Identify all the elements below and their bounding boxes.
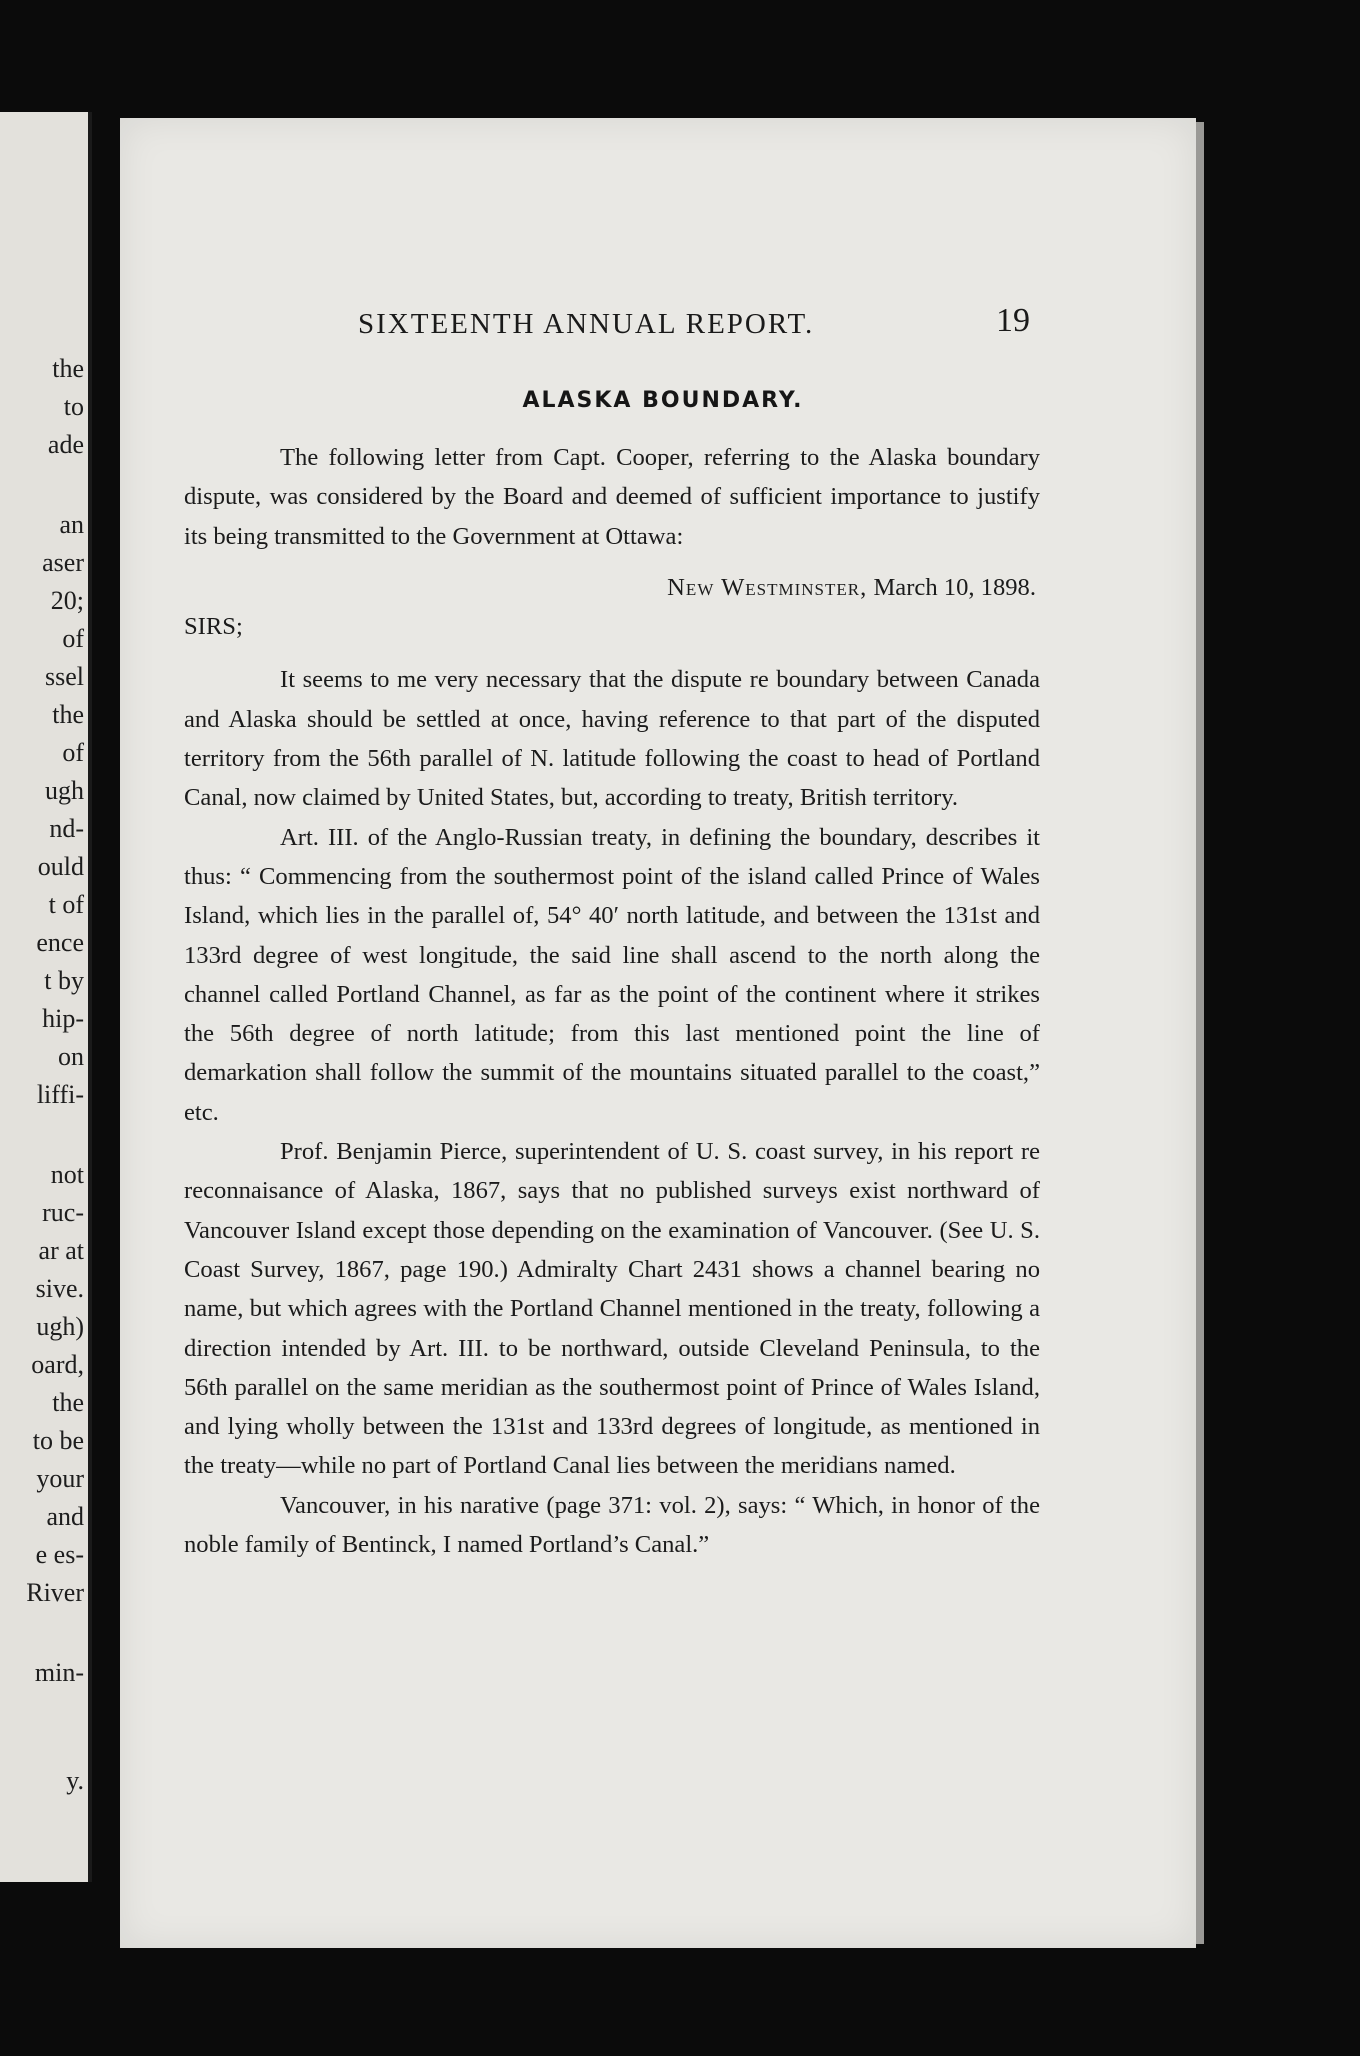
left-page-fragment: hip- (42, 1004, 84, 1033)
left-page-fragment: the (52, 700, 84, 729)
dateline (184, 568, 1040, 607)
left-page-fragment: of (62, 738, 84, 767)
page (120, 118, 1196, 1948)
left-page-fragment: t by (44, 966, 84, 995)
dateline-date: March 10, 1898. (873, 573, 1036, 601)
body-text (184, 438, 1040, 1564)
left-page-fragment: liffi- (36, 1080, 84, 1109)
salutation: SIRS; (184, 613, 243, 641)
left-page-fragment: to be (32, 1426, 84, 1455)
paragraph: Vancouver, in his narative (page 371: vol. 2), says: “ Which, in honor of the noble family of Bentinck, I named Portland’s Canal.” (184, 1491, 1040, 1559)
left-page-fragment: to (63, 392, 84, 421)
paragraph: Prof. Benjamin Pierce, superintendent of U. S. coast survey, in his report re reconnaisance of Alaska, 1867, says that no published surveys exist northward of Vancouver Island except those depending on the examination of Vancouver. (See U. S. Coast Survey, 1867, page 190.) Admiralty Chart 2431 shows a channel bearing no name, but which agrees with the Portland Channel mentioned in the treaty, following a direction intended by Art. III. to be northward, outside Cleveland Peninsula, to the 56th parallel on the same meridian as the southermost point of Prince of Wales Island, and lying wholly between the 131st and 133rd degrees of longitude, as mentioned in the treaty—while no part of Portland Canal lies between the meridians named. (184, 1138, 1040, 1480)
previous-page-edge (0, 112, 92, 1882)
left-page-fragment: e es- (35, 1540, 84, 1569)
left-page-fragment: oard, (31, 1350, 84, 1379)
page-number: 19 (996, 302, 1030, 339)
left-page-fragment: an (59, 510, 84, 539)
running-head (120, 302, 1196, 352)
running-title: SIXTEENTH ANNUAL REPORT. (358, 308, 815, 340)
left-page-fragment: ruc- (42, 1198, 84, 1227)
left-page-fragment: River (26, 1578, 84, 1607)
left-page-fragment: ssel (45, 662, 84, 691)
left-page-fragment: ence (36, 928, 84, 957)
section-heading: ALASKA BOUNDARY. (522, 388, 804, 413)
left-page-fragment: y. (66, 1766, 84, 1795)
left-page-fragment: 20; (50, 586, 84, 615)
paragraph: Art. III. of the Anglo-Russian treaty, in defining the boundary, describes it thus: “ Commencing from the southermost point of the island called Prince of Wales Island, which lies in the parallel of, 54° 40′ north latitude, and between the 131st and 133rd degree of west longitude, the said line shall ascend to the north along the channel called Portland Channel, as far as the point of the continent where it strikes the 56th degree of north latitude; from this last mentioned point the line of demarkation shall follow the summit of the mountains situated parallel to the coast,” etc. (184, 823, 1040, 1126)
left-page-fragment: ade (47, 430, 84, 459)
paragraph: It seems to me very necessary that the dispute re boundary between Canada and Alaska should be settled at once, having reference to that part of the disputed territory from the 56th parallel of N. latitude following the coast to head of Portland Canal, now claimed by United States, but, according to treaty, British territory. (184, 666, 1040, 812)
left-page-fragment: aser (42, 548, 84, 577)
left-page-fragment: min- (34, 1658, 84, 1687)
left-page-fragment: t of (48, 890, 84, 919)
left-page-fragment: ar at (38, 1236, 84, 1265)
left-page-fragment: sive. (35, 1274, 84, 1303)
left-page-fragment: not (50, 1160, 84, 1189)
intro-paragraph: The following letter from Capt. Cooper, referring to the Alaska boundary dispute, was considered by the Board and deemed of sufficient importance to justify its being transmitted to the Government at Ottawa: (184, 444, 1040, 550)
left-page-fragment: and (46, 1502, 84, 1531)
left-page-fragment: the (52, 1388, 84, 1417)
left-page-fragment: ugh) (36, 1312, 84, 1341)
left-page-fragment: your (36, 1464, 84, 1493)
left-page-fragment: on (58, 1042, 84, 1071)
left-page-fragment: ugh (45, 776, 84, 805)
left-page-fragment: the (52, 354, 84, 383)
left-page-fragment: nd- (49, 814, 84, 843)
left-page-fragment: ould (37, 852, 84, 881)
dateline-place: New Westminster, (667, 573, 868, 601)
left-page-fragment: of (62, 624, 84, 653)
page-edge (1196, 122, 1204, 1944)
